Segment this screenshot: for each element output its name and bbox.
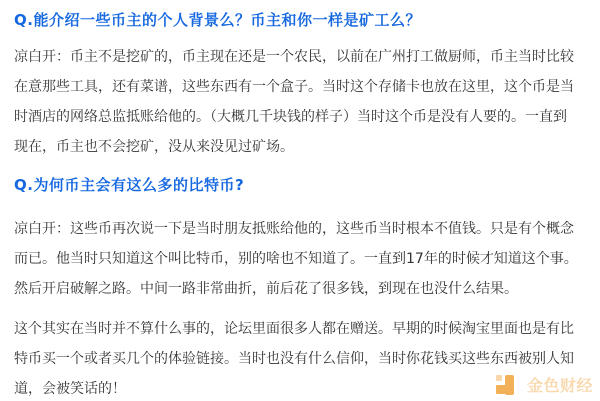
brand-watermark-label: 金色财经 xyxy=(526,376,593,395)
answer-1-paragraph: 凉白开：币主不是挖矿的，币主现在还是一个农民，以前在广州打工做厨师，币主当时比较在意那些工具，还有菜谱，这些东西有一个盒子。当时这个存储卡也放在这里，这个币是当时酒店的网络总监抵账给他的。（大概几千块钱的样子）当时这个币是没有人要的。一直到现在，币主也不会挖矿，没从来没见过矿场。 xyxy=(14,49,574,155)
question-2-heading: Q.为何币主会有这么多的比特币? xyxy=(14,176,245,194)
answer-2-paragraph-2: 这个其实在当时并不算什么事的，论坛里面很多人都在赠送。早期的时候淘宝里面也是有比特币买一个或者买几个的体验链接。当时也没有什么信仰，当时你花钱买这些东西被别人知道，会被笑话的！ xyxy=(14,321,574,397)
question-1-heading: Q.能介绍一些币主的个人背景么？币主和你一样是矿工么？ xyxy=(14,11,421,29)
answer-2-paragraph-1: 凉白开：这些币再次说一下是当时朋友抵账给他的，这些币当时根本不值钱。只是有个概念而已。他当时只知道这个叫比特币，别的啥也不知道了。一直到17年的时候才知道这个事。然后开启破解之路。中间一路非常曲折，前后花了很多钱，到现在也没什么结果。 xyxy=(14,221,578,297)
